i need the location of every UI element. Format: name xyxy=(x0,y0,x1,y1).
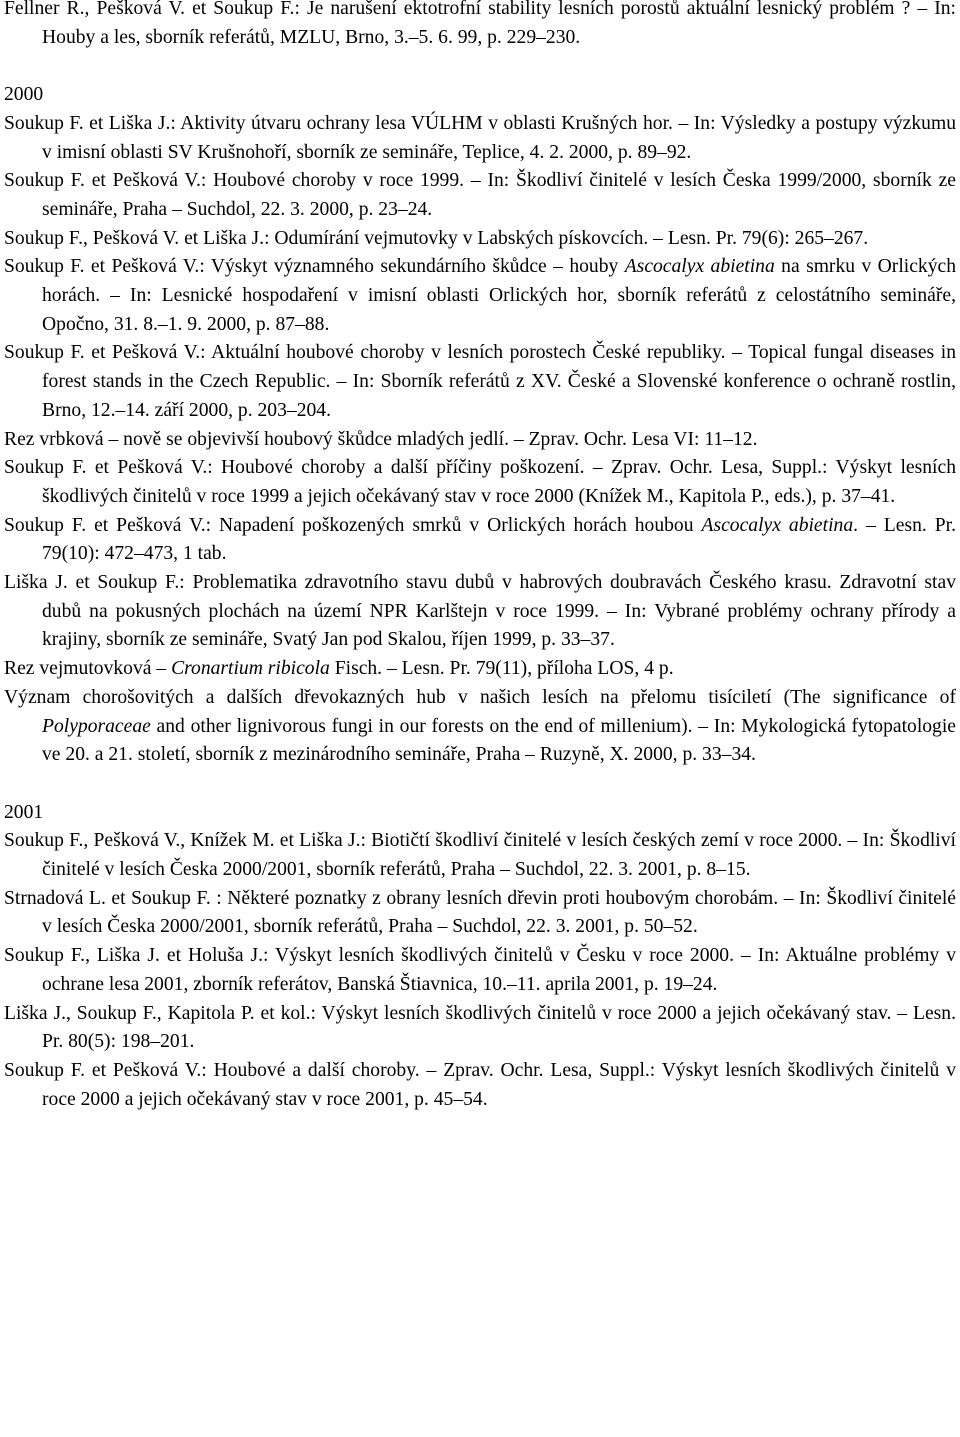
year-heading: 2000 xyxy=(4,84,44,106)
bibliography-entry: Soukup F. et Pešková V.: Houbové a další choroby. – Zprav. Ochr. Lesa, Suppl.: Výskyt lesních škodlivých činitelů v roce 2000 a jejich očekávaný stav v roce 2001, p. 45–54. xyxy=(4,1059,956,1110)
bibliography-entry: Soukup F., Pešková V. et Liška J.: Odumírání vejmutovky v Labských pískovcích. – Lesn. Pr. 79(6): 265–267. xyxy=(4,227,869,249)
entry-text: na smrku v Orlických horách. – In: Lesnické hospodaření v imisní oblasti Orlických hor, sborník referátů z celostátního semináře, Opočno, 31. 8.–1. 9. 2000, p. 87–88. xyxy=(42,256,956,335)
bibliography-entry: Liška J., Soukup F., Kapitola P. et kol.: Výskyt lesních škodlivých činitelů v roce 2000 a jejich očekávaný stav. – Lesn. Pr. 80(5): 198–201. xyxy=(4,1002,956,1053)
bibliography-entry xyxy=(4,512,956,569)
entry-italic-text: Ascocalyx abietina xyxy=(624,256,775,278)
bibliography-entry: Fellner R., Pešková V. et Soukup F.: Je narušení ektotrofní stability lesních porostů aktuální lesnický problém ? – In: Houby a les, sborník referátů, MZLU, Brno, 3.–5. 6. 99, p. 229–230. xyxy=(4,0,956,48)
bibliography xyxy=(4,0,956,1114)
bibliography-entry xyxy=(4,684,956,770)
section-gap xyxy=(4,52,956,81)
year-heading: 2001 xyxy=(4,801,44,823)
section-gap xyxy=(4,770,956,799)
entry-text: . – Lesn. Pr. 79(10): 472–473, 1 tab. xyxy=(42,514,956,565)
bibliography-entry: Soukup F. et Pešková V.: Aktuální houbové choroby v lesních porostech České republiky. – Topical fungal diseases in forest stands in the Czech Republic. – In: Sborník referátů z XV. České a Slovenské konference o ochraně rostlin, Brno, 12.–14. září 2000, p. 203–204. xyxy=(4,342,956,421)
bibliography-entry: Soukup F. et Pešková V.: Houbové choroby v roce 1999. – In: Škodliví činitelé v lesích Česka 1999/2000, sborník ze semináře, Praha – Suchdol, 22. 3. 2000, p. 23–24. xyxy=(4,170,956,220)
entry-text: Význam chorošovitých a dalších dřevokazných hub v našich lesích na přelomu tisíciletí (The significance of xyxy=(4,686,956,708)
entry-italic-text: Cronartium ribicola xyxy=(171,658,330,680)
bibliography-entry: Soukup F. et Liška J.: Aktivity útvaru ochrany lesa VÚLHM v oblasti Krušných hor. – In: Výsledky a postupy výzkumu v imisní oblasti SV Krušnohoří, sborník ze semináře, Teplice, 4. 2. 2000, p. 89–92. xyxy=(4,112,956,163)
bibliography-entry xyxy=(4,253,956,339)
entry-text: Soukup F. et Pešková V.: Napadení poškozených smrků v Orlických horách houbou xyxy=(4,514,702,536)
entry-italic-text: Polyporaceae xyxy=(42,715,151,737)
bibliography-entry: Rez vrbková – nově se objevivší houbový škůdce mladých jedlí. – Zprav. Ochr. Lesa VI: 11–12. xyxy=(4,428,758,450)
bibliography-entry: Soukup F. et Pešková V.: Houbové choroby a další příčiny poškození. – Zprav. Ochr. Lesa, Suppl.: Výskyt lesních škodlivých činitelů v roce 1999 a jejich očekávaný stav v roce 2000 (Knížek M., Kapitola P., eds.), p. 37–41. xyxy=(4,457,956,507)
entry-text: Soukup F. et Pešková V.: Výskyt významného sekundárního škůdce – houby xyxy=(4,256,625,278)
bibliography-entry: Liška J. et Soukup F.: Problematika zdravotního stavu dubů v habrových doubravách Českého krasu. Zdravotní stav dubů na pokusných plochách na území NPR Karlštejn v roce 1999. – In: Vybrané problémy ochrany přírody a krajiny, sborník ze semináře, Svatý Jan pod Skalou, říjen 1999, p. 33–37. xyxy=(4,572,956,651)
bibliography-entry xyxy=(4,655,956,684)
entry-text: Rez vejmutovková – xyxy=(4,658,172,680)
entry-text: Fisch. – Lesn. Pr. 79(11), příloha LOS, 4 p. xyxy=(329,658,674,680)
entry-text: and other lignivorous fungi in our forests on the end of millenium). – In: Mykologická fytopatologie ve 20. a 21. století, sborník z mezinárodního semináře, Praha – Ruzyně, X. 2000, p. 33–34. xyxy=(42,715,956,766)
bibliography-entry: Soukup F., Liška J. et Holuša J.: Výskyt lesních škodlivých činitelů v Česku v roce 2000. – In: Aktuálne problémy v ochrane lesa 2001, zborník referátov, Banská Štiavnica, 10.–11. aprila 2001, p. 19–24. xyxy=(4,945,956,995)
bibliography-entry: Strnadová L. et Soukup F. : Některé poznatky z obrany lesních dřevin proti houbovým chorobám. – In: Škodliví činitelé v lesích Česka 2000/2001, sborník referátů, Praha – Suchdol, 22. 3. 2001, p. 50–52. xyxy=(4,887,956,938)
bibliography-entry: Soukup F., Pešková V., Knížek M. et Liška J.: Biotičtí škodliví činitelé v lesích českých zemí v roce 2000. – In: Škodliví činitelé v lesích Česka 2000/2001, sborník referátů, Praha – Suchdol, 22. 3. 2001, p. 8–15. xyxy=(4,830,956,881)
entry-italic-text: Ascocalyx abietina xyxy=(701,514,854,536)
